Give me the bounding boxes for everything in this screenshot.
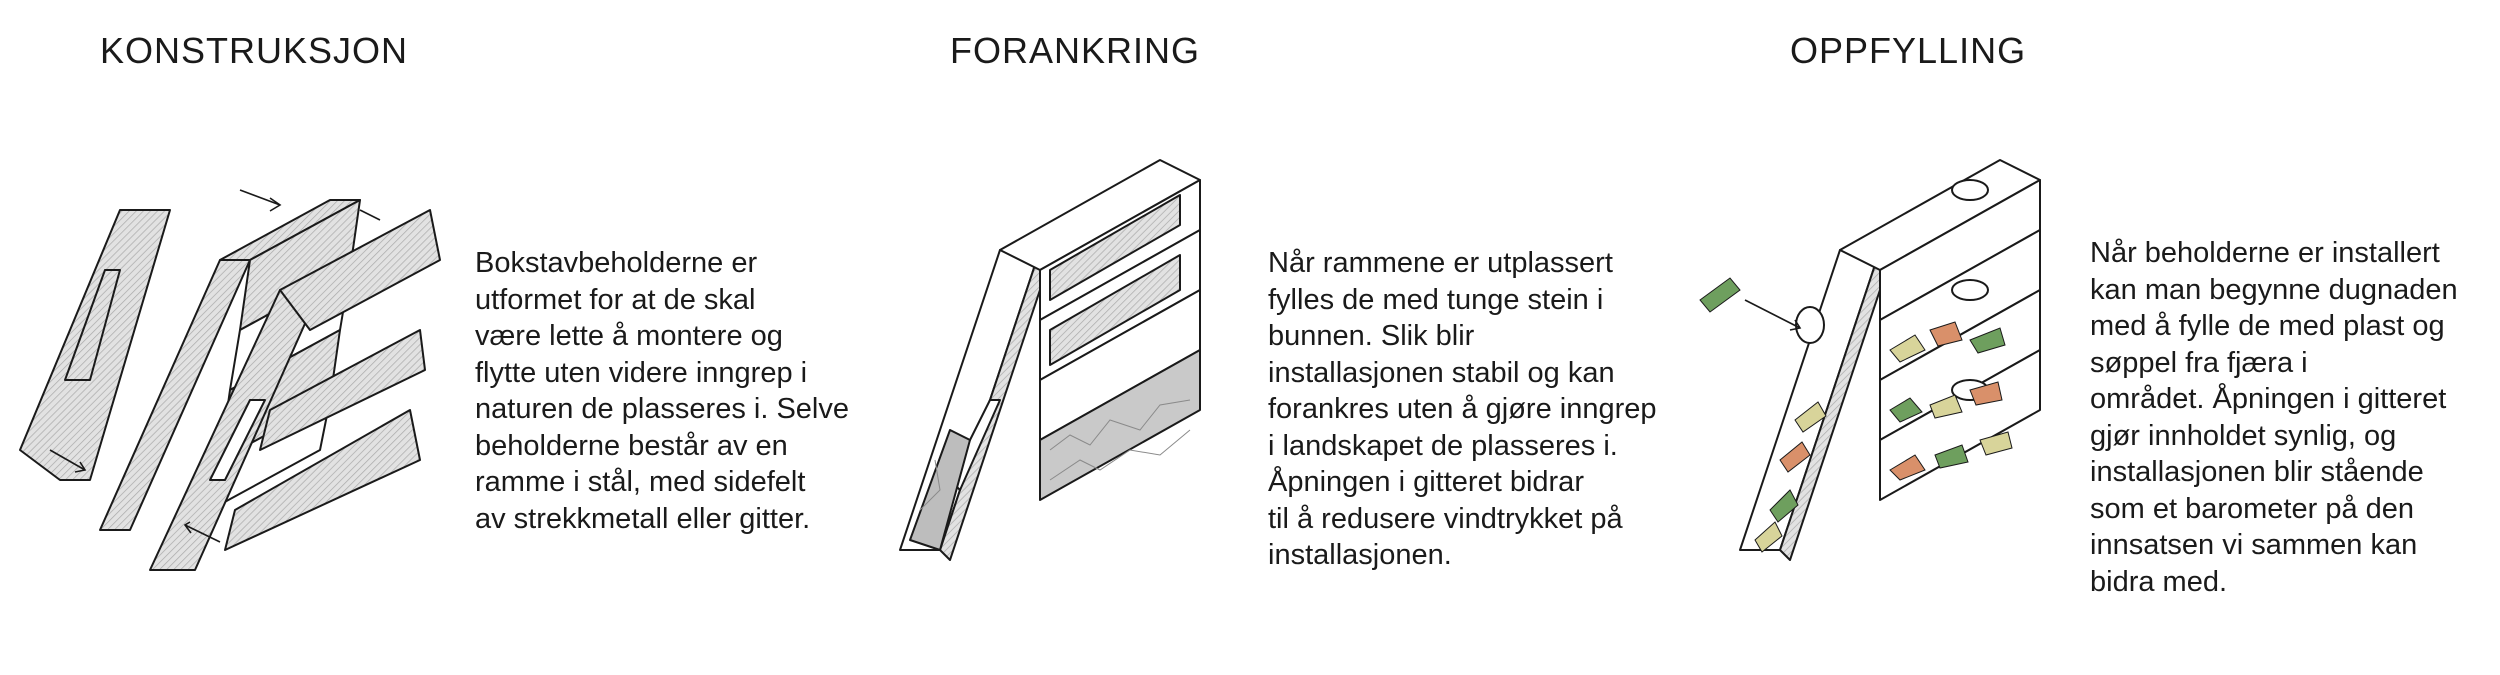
panel-forankring: [860, 0, 1690, 675]
construction-drawing: [20, 150, 440, 590]
panel-description: Når beholderne er installert kan man begynne dugnaden med å fylle de med plast og søppel fra fjæra i området. Åpningen i gitteret gjør innholdet synlig, og installasjonen blir stående som et barometer på den innsatsen vi sammen kan bidra med.: [2090, 237, 2458, 598]
panel-konstruksjon: [0, 0, 860, 675]
panel-heading: FORANKRING: [950, 30, 1201, 71]
panel-heading: KONSTRUKSJON: [100, 30, 409, 71]
filling-drawing: [1740, 150, 2070, 590]
panel-oppfylling: [1690, 0, 2500, 675]
incoming-plastic: [1700, 278, 1800, 330]
panel-heading: OPPFYLLING: [1790, 30, 2027, 71]
panel-description: Når rammene er utplassert fylles de med tunge stein i bunnen. Slik blir installasjonen stabil og kan forankres uten å gjøre inngrep i landskapet de plasseres i. Åpningen i gitteret bidrar til å redusere vindtrykket på installasjonen.: [1268, 247, 1657, 571]
panel-description: Bokstavbeholderne er utformet for at de skal være lette å montere og flytte uten videre inngrep i naturen de plasseres i. Selve beholderne består av en ramme i stål, med sidefelt av strekkmetall eller gitter.: [475, 247, 849, 535]
anchoring-drawing: [900, 150, 1230, 570]
